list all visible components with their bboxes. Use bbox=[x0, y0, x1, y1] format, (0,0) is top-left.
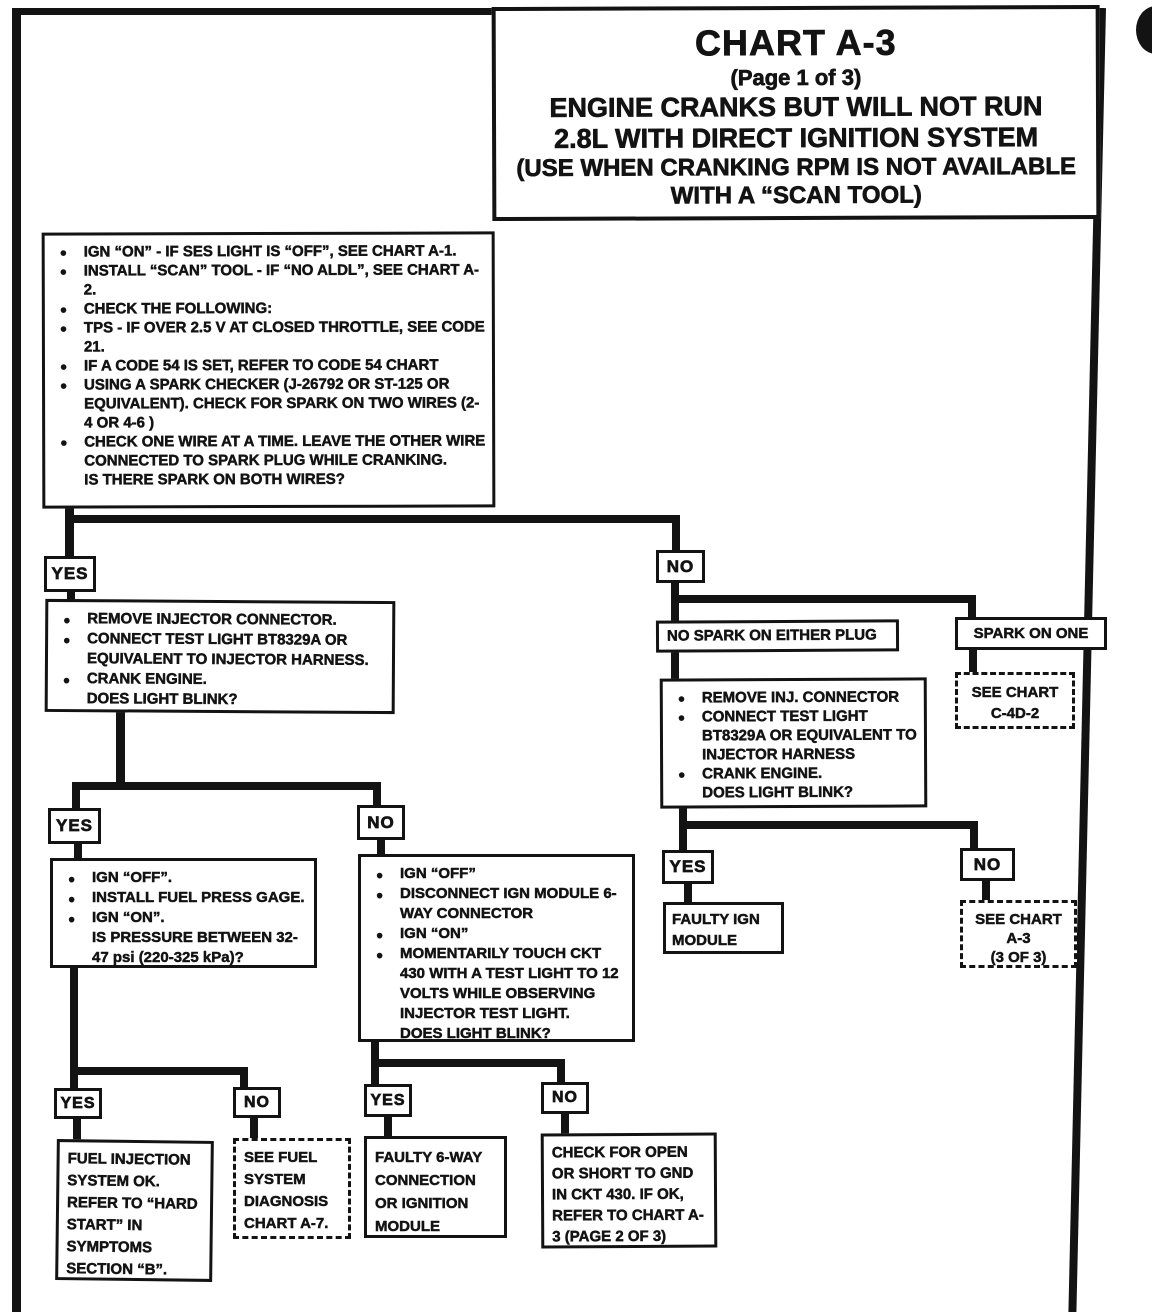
connector bbox=[240, 1067, 248, 1089]
connector bbox=[72, 782, 381, 790]
connector bbox=[73, 1117, 81, 1141]
connector bbox=[72, 782, 80, 810]
node-question: DOES LIGHT BLINK? bbox=[86, 690, 238, 709]
node-injector-test-right bbox=[660, 677, 928, 808]
connector bbox=[671, 595, 679, 622]
connector bbox=[671, 595, 976, 603]
connector bbox=[116, 710, 125, 789]
connector bbox=[557, 1059, 565, 1084]
bullet-item: ● CONNECT TEST LIGHT BT8329A OR EQUIVALENT TO INJECTOR HARNESS bbox=[669, 706, 918, 764]
connector bbox=[969, 648, 977, 674]
decision-yes-pressure: YES bbox=[54, 1088, 102, 1119]
connector bbox=[65, 515, 680, 523]
bullet-item: ● CHECK ONE WIRE AT A TIME. LEAVE THE OTHER WIRE CONNECTED TO SPARK PLUG WHILE CRANKING. bbox=[51, 431, 486, 470]
bullet-item: ● DISCONNECT IGN MODULE 6-WAY CONNECTOR bbox=[367, 884, 626, 924]
connector bbox=[65, 505, 74, 558]
connector bbox=[371, 1059, 565, 1067]
chart-subtitle-1: ENGINE CRANKS BUT WILL NOT RUN bbox=[549, 91, 1043, 123]
node-ckt430-test bbox=[358, 854, 635, 1042]
decision-no-light-blink: NO bbox=[357, 805, 405, 840]
node-see-chart-a3-3of3 bbox=[960, 900, 1077, 968]
outcome-label: FUEL INJECTION SYSTEM OK. REFER TO “HARD START” IN SYMPTOMS SECTION “B”. bbox=[66, 1150, 198, 1279]
decision-no-right-blink: NO bbox=[960, 848, 1015, 881]
decision-yes-spark: YES bbox=[44, 556, 96, 592]
connector bbox=[970, 821, 978, 850]
chart-page-label: (Page 1 of 3) bbox=[730, 64, 862, 91]
decision-no-pressure: NO bbox=[233, 1087, 281, 1118]
bullet-item: ● IGN “ON”. bbox=[59, 908, 308, 928]
ref-line: A-3 bbox=[1006, 930, 1031, 947]
bullet-item: ● REMOVE INJ. CONNECTOR bbox=[669, 687, 918, 707]
node-fuel-pressure-test bbox=[50, 858, 317, 968]
connector bbox=[373, 782, 381, 807]
chart-subtitle-2: 2.8L WITH DIRECT IGNITION SYSTEM bbox=[554, 122, 1039, 154]
bullet-item: ● CONNECT TEST LIGHT BT8329A OR EQUIVALENT TO INJECTOR HARNESS. bbox=[54, 629, 386, 671]
branch-label: NO SPARK ON EITHER PLUG bbox=[666, 626, 877, 645]
connector bbox=[561, 1112, 569, 1135]
node-faulty-6way bbox=[364, 1136, 507, 1238]
ref-line: SEE CHART bbox=[975, 911, 1062, 928]
chart-title-box bbox=[492, 5, 1101, 221]
connector bbox=[384, 1114, 392, 1137]
outcome-label: CHECK FOR OPEN OR SHORT TO GND IN CKT 430. IF OK, REFER TO CHART A-3 (PAGE 2 OF 3) bbox=[551, 1143, 704, 1246]
decision-no-ckt430: NO bbox=[541, 1082, 589, 1114]
node-spark-on-one bbox=[955, 617, 1107, 650]
branch-label: SPARK ON ONE bbox=[973, 625, 1089, 642]
connector bbox=[968, 595, 976, 619]
bullet-item: ● TPS - IF OVER 2.5 V AT CLOSED THROTTLE, SEE CODE 21. bbox=[51, 317, 486, 356]
ref-line: C-4D-2 bbox=[990, 705, 1040, 722]
outcome-label: FAULTY IGN MODULE bbox=[672, 911, 760, 949]
node-see-fuel-system-chart-a7 bbox=[233, 1138, 351, 1239]
connector bbox=[679, 821, 978, 829]
bullet-item: ● USING A SPARK CHECKER (J-26792 OR ST-125 OR EQUIVALENT). CHECK FOR SPARK ON TWO WIRES (2-4 OR 4-6 ) bbox=[51, 374, 486, 432]
binder-hole-mark bbox=[1136, 6, 1152, 54]
node-question: DOES LIGHT BLINK? bbox=[400, 1025, 551, 1042]
connector bbox=[70, 1067, 248, 1075]
chart-subtitle-4: WITH A “SCAN TOOL) bbox=[670, 181, 922, 210]
bullet-item: ● IGN “OFF” bbox=[367, 864, 626, 884]
node-question: IS PRESSURE BETWEEN 32-47 psi (220-325 kPa)? bbox=[92, 929, 298, 966]
bullet-item: ● IF A CODE 54 IS SET, REFER TO CODE 54 CHART bbox=[51, 355, 486, 375]
node-start-checks bbox=[42, 231, 496, 508]
decision-yes-right-blink: YES bbox=[662, 850, 714, 884]
node-faulty-ign-module bbox=[663, 902, 784, 954]
bullet-item: ● REMOVE INJECTOR CONNECTOR. bbox=[54, 609, 386, 631]
node-question: DOES LIGHT BLINK? bbox=[702, 783, 854, 802]
bullet-item: ● CRANK ENGINE. bbox=[54, 669, 386, 691]
decision-yes-ckt430: YES bbox=[364, 1084, 412, 1117]
bullet-item: ● IGN “ON” bbox=[367, 924, 626, 944]
node-question: IS THERE SPARK ON BOTH WIRES? bbox=[84, 470, 345, 489]
node-injector-test bbox=[45, 599, 396, 714]
ref-line: (3 OF 3) bbox=[990, 949, 1047, 966]
bullet-item: ● CRANK ENGINE. bbox=[669, 763, 918, 783]
bullet-item: ● INSTALL “SCAN” TOOL - IF “NO ALDL”, SEE CHART A-2. bbox=[51, 260, 486, 299]
decision-yes-light-blink: YES bbox=[48, 808, 101, 844]
chart-title: CHART A-3 bbox=[694, 21, 897, 64]
connector bbox=[250, 1116, 258, 1139]
bullet-item: ● IGN “ON” - IF SES LIGHT IS “OFF”, SEE CHART A-1. bbox=[51, 241, 486, 261]
connector bbox=[671, 648, 679, 680]
bullet-item: ● IGN “OFF”. bbox=[59, 868, 308, 888]
decision-no-spark: NO bbox=[656, 550, 705, 583]
node-fuel-injection-ok bbox=[55, 1139, 214, 1282]
connector bbox=[684, 881, 692, 904]
bullet-item: ● INSTALL FUEL PRESS GAGE. bbox=[59, 888, 308, 908]
node-see-chart-c4d2 bbox=[955, 672, 1075, 729]
connector bbox=[982, 878, 990, 902]
outcome-label: FAULTY 6-WAY CONNECTION OR IGNITION MODULE bbox=[375, 1149, 482, 1235]
connector bbox=[672, 515, 680, 552]
chart-subtitle-3: (USE WHEN CRANKING RPM IS NOT AVAILABLE bbox=[516, 153, 1077, 182]
node-check-ckt430 bbox=[541, 1133, 718, 1249]
ref-line: SEE CHART bbox=[971, 684, 1059, 701]
ref-label: SEE FUEL SYSTEM DIAGNOSIS CHART A-7. bbox=[244, 1149, 329, 1232]
page-border-left bbox=[12, 8, 21, 1312]
node-no-spark-either-plug bbox=[656, 619, 899, 652]
bullet-item: ● MOMENTARILY TOUCH CKT 430 WITH A TEST LIGHT TO 12 VOLTS WHILE OBSERVING INJECTOR TEST LIGHT. bbox=[367, 944, 626, 1024]
bullet-item: ● CHECK THE FOLLOWING: bbox=[51, 298, 486, 318]
